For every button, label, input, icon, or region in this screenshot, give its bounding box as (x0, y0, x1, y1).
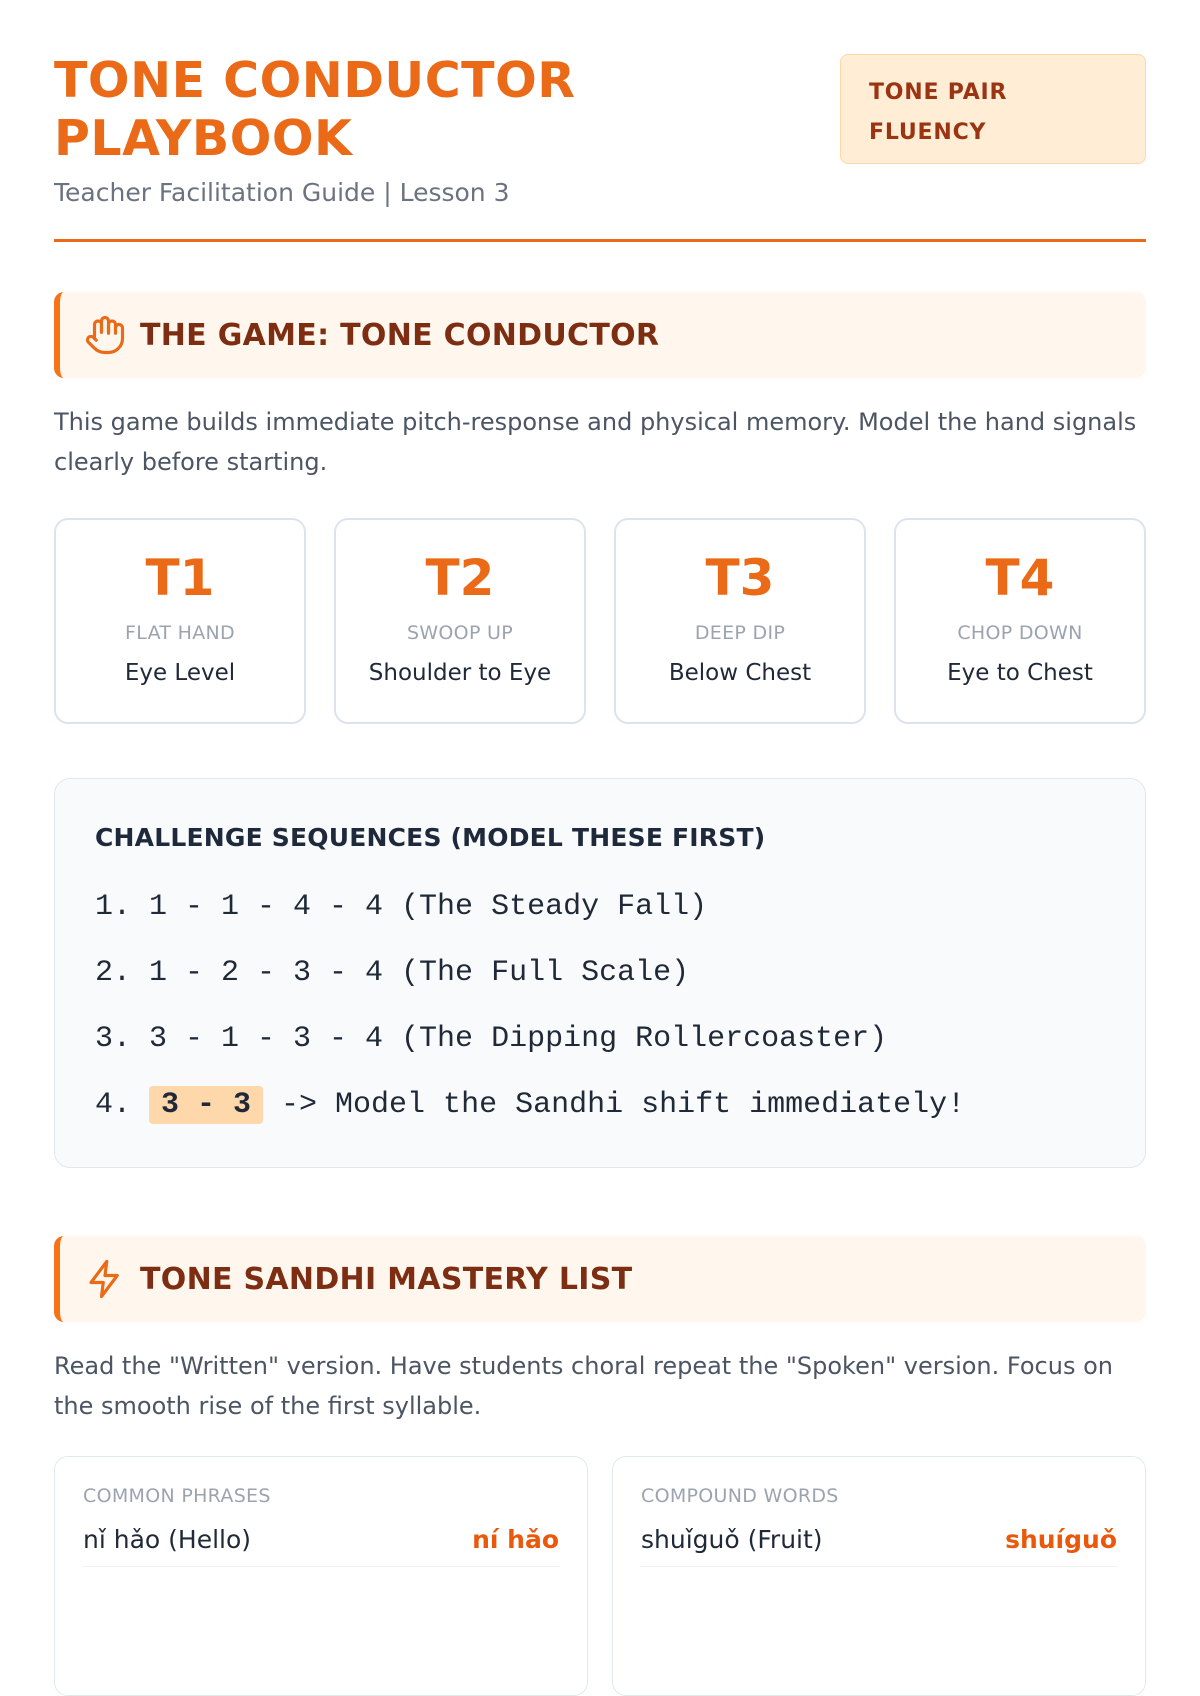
spoken-form: shuíguǒ (1005, 1525, 1117, 1554)
section-title-game: THE GAME: TONE CONDUCTOR (140, 317, 660, 353)
section-title-sandhi: TONE SANDHI MASTERY LIST (140, 1261, 633, 1297)
tone-motion: SWOOP UP (406, 622, 514, 644)
tone-position: Shoulder to Eye (368, 660, 552, 686)
page-subtitle: Teacher Facilitation Guide | Lesson 3 (54, 178, 510, 207)
tone-position: Eye to Chest (947, 660, 1093, 686)
challenge-sequences-box (54, 778, 1146, 1168)
page-title (54, 52, 674, 168)
title-line-1: TONE CONDUCTOR (54, 52, 576, 109)
sequence-item: 2. 1 - 2 - 3 - 4 (The Full Scale) (95, 956, 690, 990)
written-form: nǐ hǎo (Hello) (83, 1525, 252, 1554)
list-row (83, 1513, 559, 1567)
tone-card-t1 (54, 518, 306, 724)
sandhi-intro-text: Read the "Written" version. Have students choral repeat the "Spoken" version. Focus on the smooth rise of the first syllable. (54, 1352, 1113, 1420)
tone-motion: CHOP DOWN (957, 622, 1083, 644)
spoken-form: ní hǎo (472, 1525, 559, 1554)
title-line-2: PLAYBOOK (54, 110, 353, 167)
tone-card-t2 (334, 518, 586, 724)
tone-cards (54, 518, 1146, 724)
tone-label: T2 (425, 549, 495, 607)
section-header-game (54, 292, 1146, 378)
sequence-item: 1. 1 - 1 - 4 - 4 (The Steady Fall) (95, 890, 708, 924)
challenge-heading: CHALLENGE SEQUENCES (MODEL THESE FIRST) (95, 823, 766, 852)
sequence-item-sandhi (95, 1072, 1105, 1138)
badge-line-2: FLUENCY (869, 120, 987, 145)
game-intro-text: This game builds immediate pitch-response and physical memory. Model the hand signals clearly before starting. (54, 408, 1137, 476)
tone-position: Eye Level (124, 660, 236, 686)
sequence-prefix: 4. (95, 1088, 150, 1122)
sequence-suffix: -> Model the Sandhi shift immediately! (263, 1088, 966, 1122)
section-header-sandhi (54, 1236, 1146, 1322)
list-card-compounds (612, 1456, 1146, 1696)
tone-position: Below Chest (668, 660, 812, 686)
tone-motion: DEEP DIP (694, 622, 786, 644)
list-title: COMPOUND WORDS (641, 1485, 839, 1507)
focus-badge (840, 54, 1146, 164)
tone-card-t3 (614, 518, 866, 724)
tone-card-t4 (894, 518, 1146, 724)
tone-label: T3 (705, 549, 775, 607)
sequence-item: 3. 3 - 1 - 3 - 4 (The Dipping Rollercoaster) (95, 1022, 888, 1056)
tone-motion: FLAT HAND (125, 622, 235, 644)
badge-line-1: TONE PAIR (869, 80, 1008, 105)
list-title: COMMON PHRASES (83, 1485, 271, 1507)
tone-label: T1 (145, 549, 215, 607)
sandhi-highlight: 3 - 3 (149, 1086, 263, 1124)
tone-label: T4 (985, 549, 1055, 607)
written-form: shuǐguǒ (Fruit) (641, 1525, 823, 1554)
list-card-phrases (54, 1456, 588, 1696)
lightning-icon (84, 1258, 126, 1300)
sandhi-lists (54, 1456, 1146, 1696)
page-header (54, 0, 1146, 242)
sequence-list (95, 874, 1105, 1138)
list-row (641, 1513, 1117, 1567)
hand-icon (84, 314, 126, 356)
